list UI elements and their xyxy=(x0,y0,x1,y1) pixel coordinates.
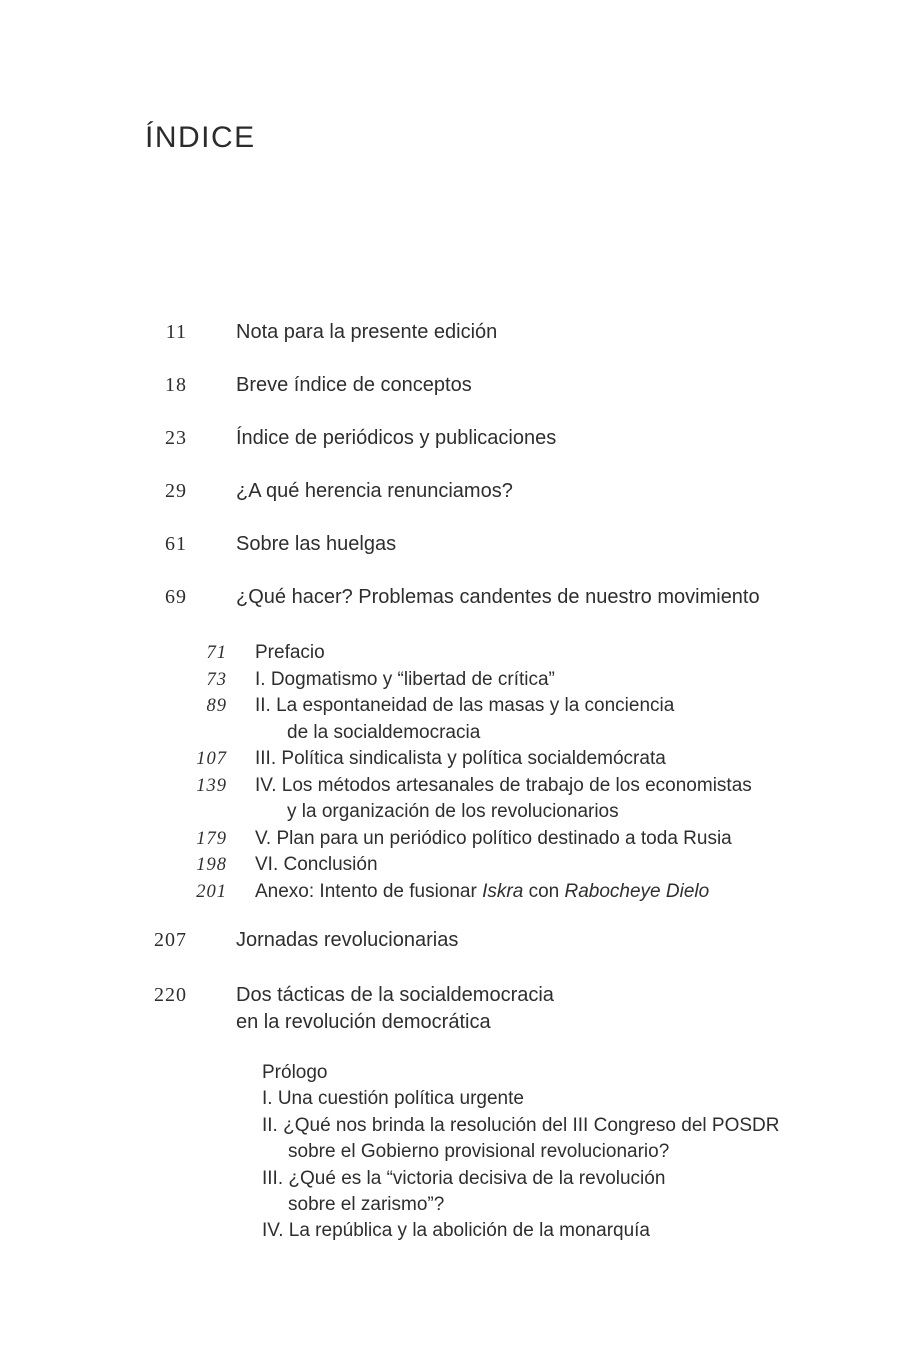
toc-subentry xyxy=(0,826,752,853)
toc-entry-page-number: 69 xyxy=(165,586,187,608)
toc-entry xyxy=(0,532,760,556)
toc-entry-title: ¿A qué herencia renunciamos? xyxy=(236,480,513,502)
toc-entry-title: ¿Qué hacer? Problemas candentes de nuestro movimiento xyxy=(236,586,760,608)
toc-subentry-page-number: 89 xyxy=(206,696,227,716)
italic-title-iskra: Iskra xyxy=(482,880,524,902)
toc-subentry-page-number: 107 xyxy=(196,749,227,769)
toc-subentry-title xyxy=(255,773,752,826)
toc-entry xyxy=(0,585,760,609)
toc-subentry xyxy=(0,879,752,906)
toc-subentry-title: VI. Conclusión xyxy=(255,854,378,875)
toc-entry-title: Nota para la presente edición xyxy=(236,321,498,343)
page-title: ÍNDICE xyxy=(145,121,256,154)
title-continuation-line: sobre el zarismo”? xyxy=(288,1194,445,1216)
toc-entry xyxy=(0,320,760,344)
toc-subentry xyxy=(0,640,752,667)
title-line: III. ¿Qué es la “victoria decisiva de la revolución xyxy=(262,1167,666,1189)
toc-entry-title: Breve índice de conceptos xyxy=(236,374,472,396)
toc-entry xyxy=(0,928,554,952)
toc-entry-page-number: 61 xyxy=(165,533,187,555)
toc-entry-title xyxy=(236,982,554,1035)
toc-subentry-page-number: 201 xyxy=(196,881,227,902)
toc-main-entries xyxy=(0,320,760,638)
toc-entry-page-number: 207 xyxy=(154,929,187,951)
toc-section-title xyxy=(262,1166,779,1219)
toc-subentry-title: Prefacio xyxy=(255,642,325,663)
toc-section-title xyxy=(262,1113,779,1166)
toc-entry-title: Sobre las huelgas xyxy=(236,533,397,555)
title-line: II. La espontaneidad de las masas y la conciencia xyxy=(255,695,675,716)
title-continuation-line: y la organización de los revolucionarios xyxy=(287,801,619,822)
toc-entry-page-number: 11 xyxy=(165,321,187,343)
toc-que-hacer-subentries xyxy=(0,640,752,905)
toc-subentry-title xyxy=(255,693,674,746)
toc-section-title: I. Una cuestión política urgente xyxy=(262,1088,524,1110)
toc-subentry xyxy=(0,773,752,826)
toc-subentry xyxy=(0,746,752,773)
toc-entry-page-number: 220 xyxy=(154,984,187,1006)
toc-entry xyxy=(0,982,554,1035)
title-continuation-line: de la socialdemocracia xyxy=(287,721,481,743)
toc-main-entries-2 xyxy=(0,928,554,1065)
italic-title-rabocheye-dielo: Rabocheye Dielo xyxy=(564,880,710,902)
title-line: Dos tácticas de la socialdemocracia xyxy=(236,984,554,1006)
toc-entry xyxy=(0,426,760,450)
toc-entry-title: Jornadas revolucionarias xyxy=(236,929,459,951)
toc-entry xyxy=(0,373,760,397)
toc-subentry-page-number: 73 xyxy=(206,669,227,690)
title-part: con xyxy=(523,880,565,902)
toc-section-title: Prólogo xyxy=(262,1062,328,1083)
toc-subentry-title xyxy=(255,879,709,906)
toc-section-title: IV. La república y la abolición de la monarquía xyxy=(262,1220,650,1242)
toc-dos-tacticas-sections xyxy=(262,1060,779,1245)
toc-subentry-page-number: 71 xyxy=(206,643,227,663)
toc-subentry xyxy=(0,852,752,879)
toc-subentry-page-number: 198 xyxy=(196,855,227,875)
toc-entry-page-number: 29 xyxy=(165,480,187,502)
toc-subentry-title: III. Política sindicalista y política socialdemócrata xyxy=(255,748,666,769)
toc-subentry-page-number: 179 xyxy=(196,828,227,849)
title-line: II. ¿Qué nos brinda la resolución del III Congreso del POSDR xyxy=(262,1114,780,1136)
toc-entry-title: Índice de periódicos y publicaciones xyxy=(236,427,557,449)
toc-entry xyxy=(0,479,760,503)
toc-subentry-title: I. Dogmatismo y “libertad de crítica” xyxy=(255,668,555,690)
title-continuation-line: en la revolución democrática xyxy=(236,1010,491,1033)
toc-subentry xyxy=(0,667,752,694)
toc-subentry-page-number: 139 xyxy=(196,775,227,796)
toc-entry-page-number: 18 xyxy=(165,374,187,396)
toc-subentry xyxy=(0,693,752,746)
title-continuation-line: sobre el Gobierno provisional revolucionario? xyxy=(288,1141,670,1163)
toc-entry-page-number: 23 xyxy=(165,427,187,449)
title-line: IV. Los métodos artesanales de trabajo de los economistas xyxy=(255,774,752,796)
toc-subentry-title: V. Plan para un periódico político destinado a toda Rusia xyxy=(255,827,732,849)
title-part: Anexo: Intento de fusionar xyxy=(255,880,483,902)
